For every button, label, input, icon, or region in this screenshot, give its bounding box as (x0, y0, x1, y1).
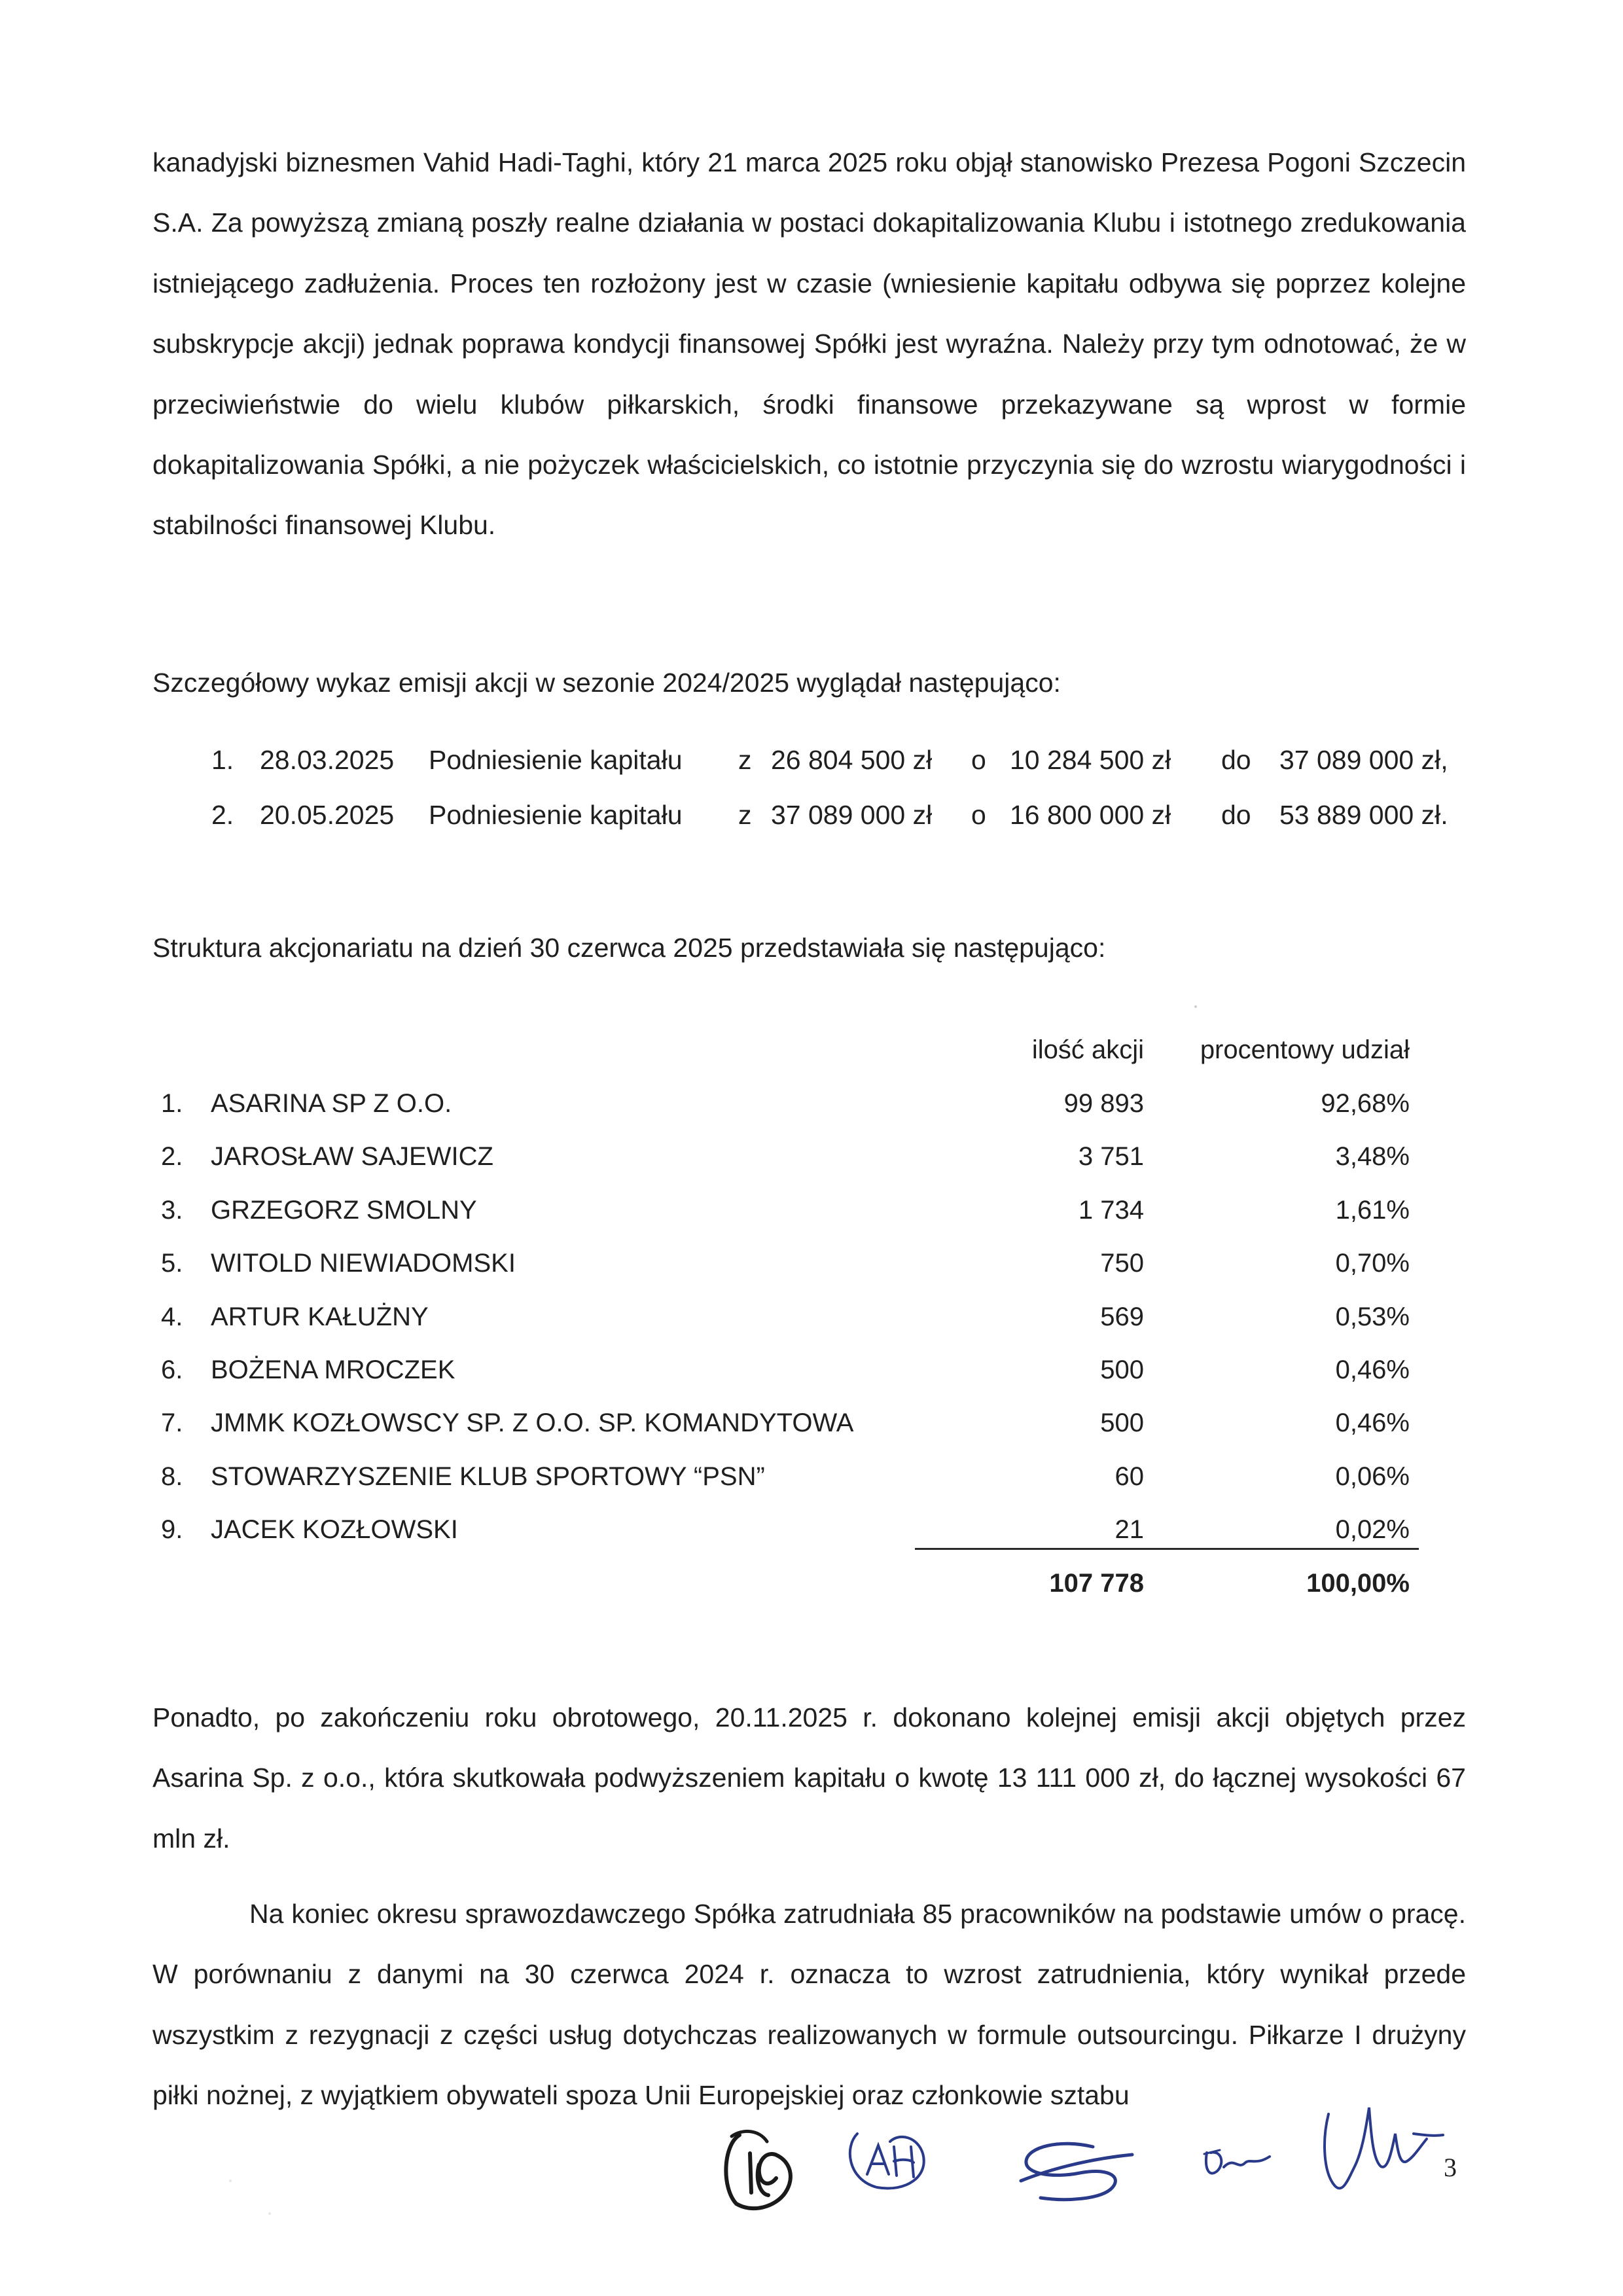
shareholder-name: JAROSŁAW SAJEWICZ (211, 1142, 493, 1171)
emission-from: 26 804 500 zł (771, 745, 933, 775)
shareholder-name: BOŻENA MROCZEK (211, 1355, 455, 1384)
row-number: 7. (161, 1408, 183, 1437)
signature-4 (1198, 2130, 1276, 2189)
shareholder-name: STOWARZYSZENIE KLUB SPORTOWY “PSN” (211, 1462, 765, 1491)
emission-to: 37 089 000 zł, (1279, 745, 1448, 775)
emission-date: 28.03.2025 (260, 745, 395, 775)
row-number: 2. (161, 1142, 183, 1171)
total-share-percent: 100,00% (1306, 1569, 1410, 1598)
emission-label: Podniesienie kapitału (429, 800, 683, 830)
share-count: 750 (1100, 1249, 1144, 1278)
emission-number: 1. (211, 745, 234, 775)
share-percent: 0,53% (1335, 1302, 1410, 1331)
emission-o: o (971, 745, 986, 775)
row-number: 1. (161, 1089, 183, 1118)
emission-amount: 16 800 000 zł (1010, 800, 1171, 830)
total-share-count: 107 778 (1049, 1569, 1144, 1598)
shareholder-name: JACEK KOZŁOWSKI (211, 1515, 458, 1544)
share-percent: 0,06% (1335, 1462, 1410, 1491)
signature-5 (1309, 2088, 1453, 2199)
scan-speck (229, 2179, 232, 2182)
share-count: 1 734 (1078, 1196, 1144, 1225)
emission-amount: 10 284 500 zł (1010, 745, 1171, 775)
page-number: 3 (1444, 2153, 1457, 2182)
qty-header: ilość akcji (1031, 1035, 1144, 1064)
table-row (0, 1191, 1623, 1230)
row-number: 4. (161, 1302, 183, 1331)
row-number: 5. (161, 1249, 183, 1278)
share-count: 500 (1100, 1408, 1144, 1437)
shareholder-name: ASARINA SP Z O.O. (211, 1089, 452, 1118)
shareholder-name: JMMK KOZŁOWSCY SP. Z O.O. SP. KOMANDYTOWA (211, 1408, 854, 1437)
signature-initials-2 (838, 2121, 942, 2199)
shareholder-name: ARTUR KAŁUŻNY (211, 1302, 429, 1331)
table-row (0, 1403, 1623, 1443)
share-count: 3 751 (1078, 1142, 1144, 1171)
share-percent: 0,02% (1335, 1515, 1410, 1544)
emission-do: do (1221, 745, 1251, 775)
share-percent: 1,61% (1335, 1196, 1410, 1225)
share-count: 21 (1115, 1515, 1144, 1544)
table-row (0, 1137, 1623, 1176)
shareholder-name: GRZEGORZ SMOLNY (211, 1196, 477, 1225)
pct-header: procentowy udział (1200, 1035, 1410, 1064)
row-number: 9. (161, 1515, 183, 1544)
row-number: 8. (161, 1462, 183, 1491)
scan-speck (268, 2212, 271, 2215)
emission-do: do (1221, 800, 1251, 830)
table-row (0, 1244, 1623, 1283)
shareholder-name: WITOLD NIEWIADOMSKI (211, 1249, 516, 1278)
emission-z: z (738, 745, 752, 775)
table-row (0, 1297, 1623, 1336)
table-row (0, 1457, 1623, 1496)
table-row (0, 1350, 1623, 1390)
total-divider (915, 1548, 1419, 1550)
emission-number: 2. (211, 800, 234, 830)
emission-z: z (738, 800, 752, 830)
share-percent: 0,46% (1335, 1355, 1410, 1384)
share-percent: 0,46% (1335, 1408, 1410, 1437)
share-count: 500 (1100, 1355, 1144, 1384)
share-percent: 92,68% (1321, 1089, 1410, 1118)
scan-speck (1194, 1005, 1197, 1008)
post-year-paragraph: Ponadto, po zakończeniu roku obrotowego, 20.11.2025 r. dokonano kolejnej emisji akcji objętych przez Asarina Sp. z o.o., która skutkowała podwyższeniem kapitału o kwotę 13 111 000 zł, do łącznej wysokości 67 mln zł. (152, 1702, 1466, 1854)
total-row (0, 1564, 1623, 1603)
emission-from: 37 089 000 zł (771, 800, 933, 830)
table-row (0, 1084, 1623, 1123)
table-row (0, 1510, 1623, 1549)
share-count: 569 (1100, 1302, 1144, 1331)
row-number: 3. (161, 1196, 183, 1225)
share-count: 60 (1115, 1462, 1144, 1491)
emission-date: 20.05.2025 (260, 800, 395, 830)
emission-o: o (971, 800, 986, 830)
row-number: 6. (161, 1355, 183, 1384)
table-header (0, 1030, 1623, 1069)
emissions-intro: Szczegółowy wykaz emisji akcji w sezonie 2024/2025 wyglądał następująco: (152, 668, 1061, 698)
intro-paragraph: kanadyjski biznesmen Vahid Hadi-Taghi, który 21 marca 2025 roku objął stanowisko Prezesa Pogoni Szczecin S.A. Za powyższą zmianą poszły realne działania w postaci dokapitalizowania Klubu i istotnego zredukowania istniejącego zadłużenia. Proces ten rozłożony jest w czasie (wniesienie kapitału odbywa się poprzez kolejne subskrypcje akcji) jednak poprawa kondycji finansowej Spółki jest wyraźna. Należy przy tym odnotować, że w przeciwieństwie do wielu klubów piłkarskich, środki finansowe przekazywane są wprost w formie dokapitalizowania Spółki, a nie pożyczek właścicielskich, co istotnie przyczynia się do wzrostu wiarygodności i stabilności finansowej Klubu. (152, 147, 1466, 541)
emission-label: Podniesienie kapitału (429, 745, 683, 775)
share-percent: 0,70% (1335, 1249, 1410, 1278)
structure-intro: Struktura akcjonariatu na dzień 30 czerwca 2025 przedstawiała się następująco: (152, 933, 1106, 963)
share-percent: 3,48% (1335, 1142, 1410, 1171)
share-count: 99 893 (1063, 1089, 1144, 1118)
signature-3 (1008, 2135, 1139, 2207)
employment-paragraph: Na koniec okresu sprawozdawczego Spółka zatrudniała 85 pracowników na podstawie umów o pracę. W porównaniu z danymi na 30 czerwca 2024 r. oznacza to wzrost zatrudnienia, który wynikał przede wszystkim z rezygnacji z części usług dotychczas realizowanych w formule outsourcingu. Piłkarze I drużyny piłki nożnej, z wyjątkiem obywateli spoza Unii Europejskiej oraz członkowie sztabu (152, 1899, 1466, 2111)
signature-initials-1 (713, 2115, 805, 2214)
emission-to: 53 889 000 zł. (1279, 800, 1448, 830)
